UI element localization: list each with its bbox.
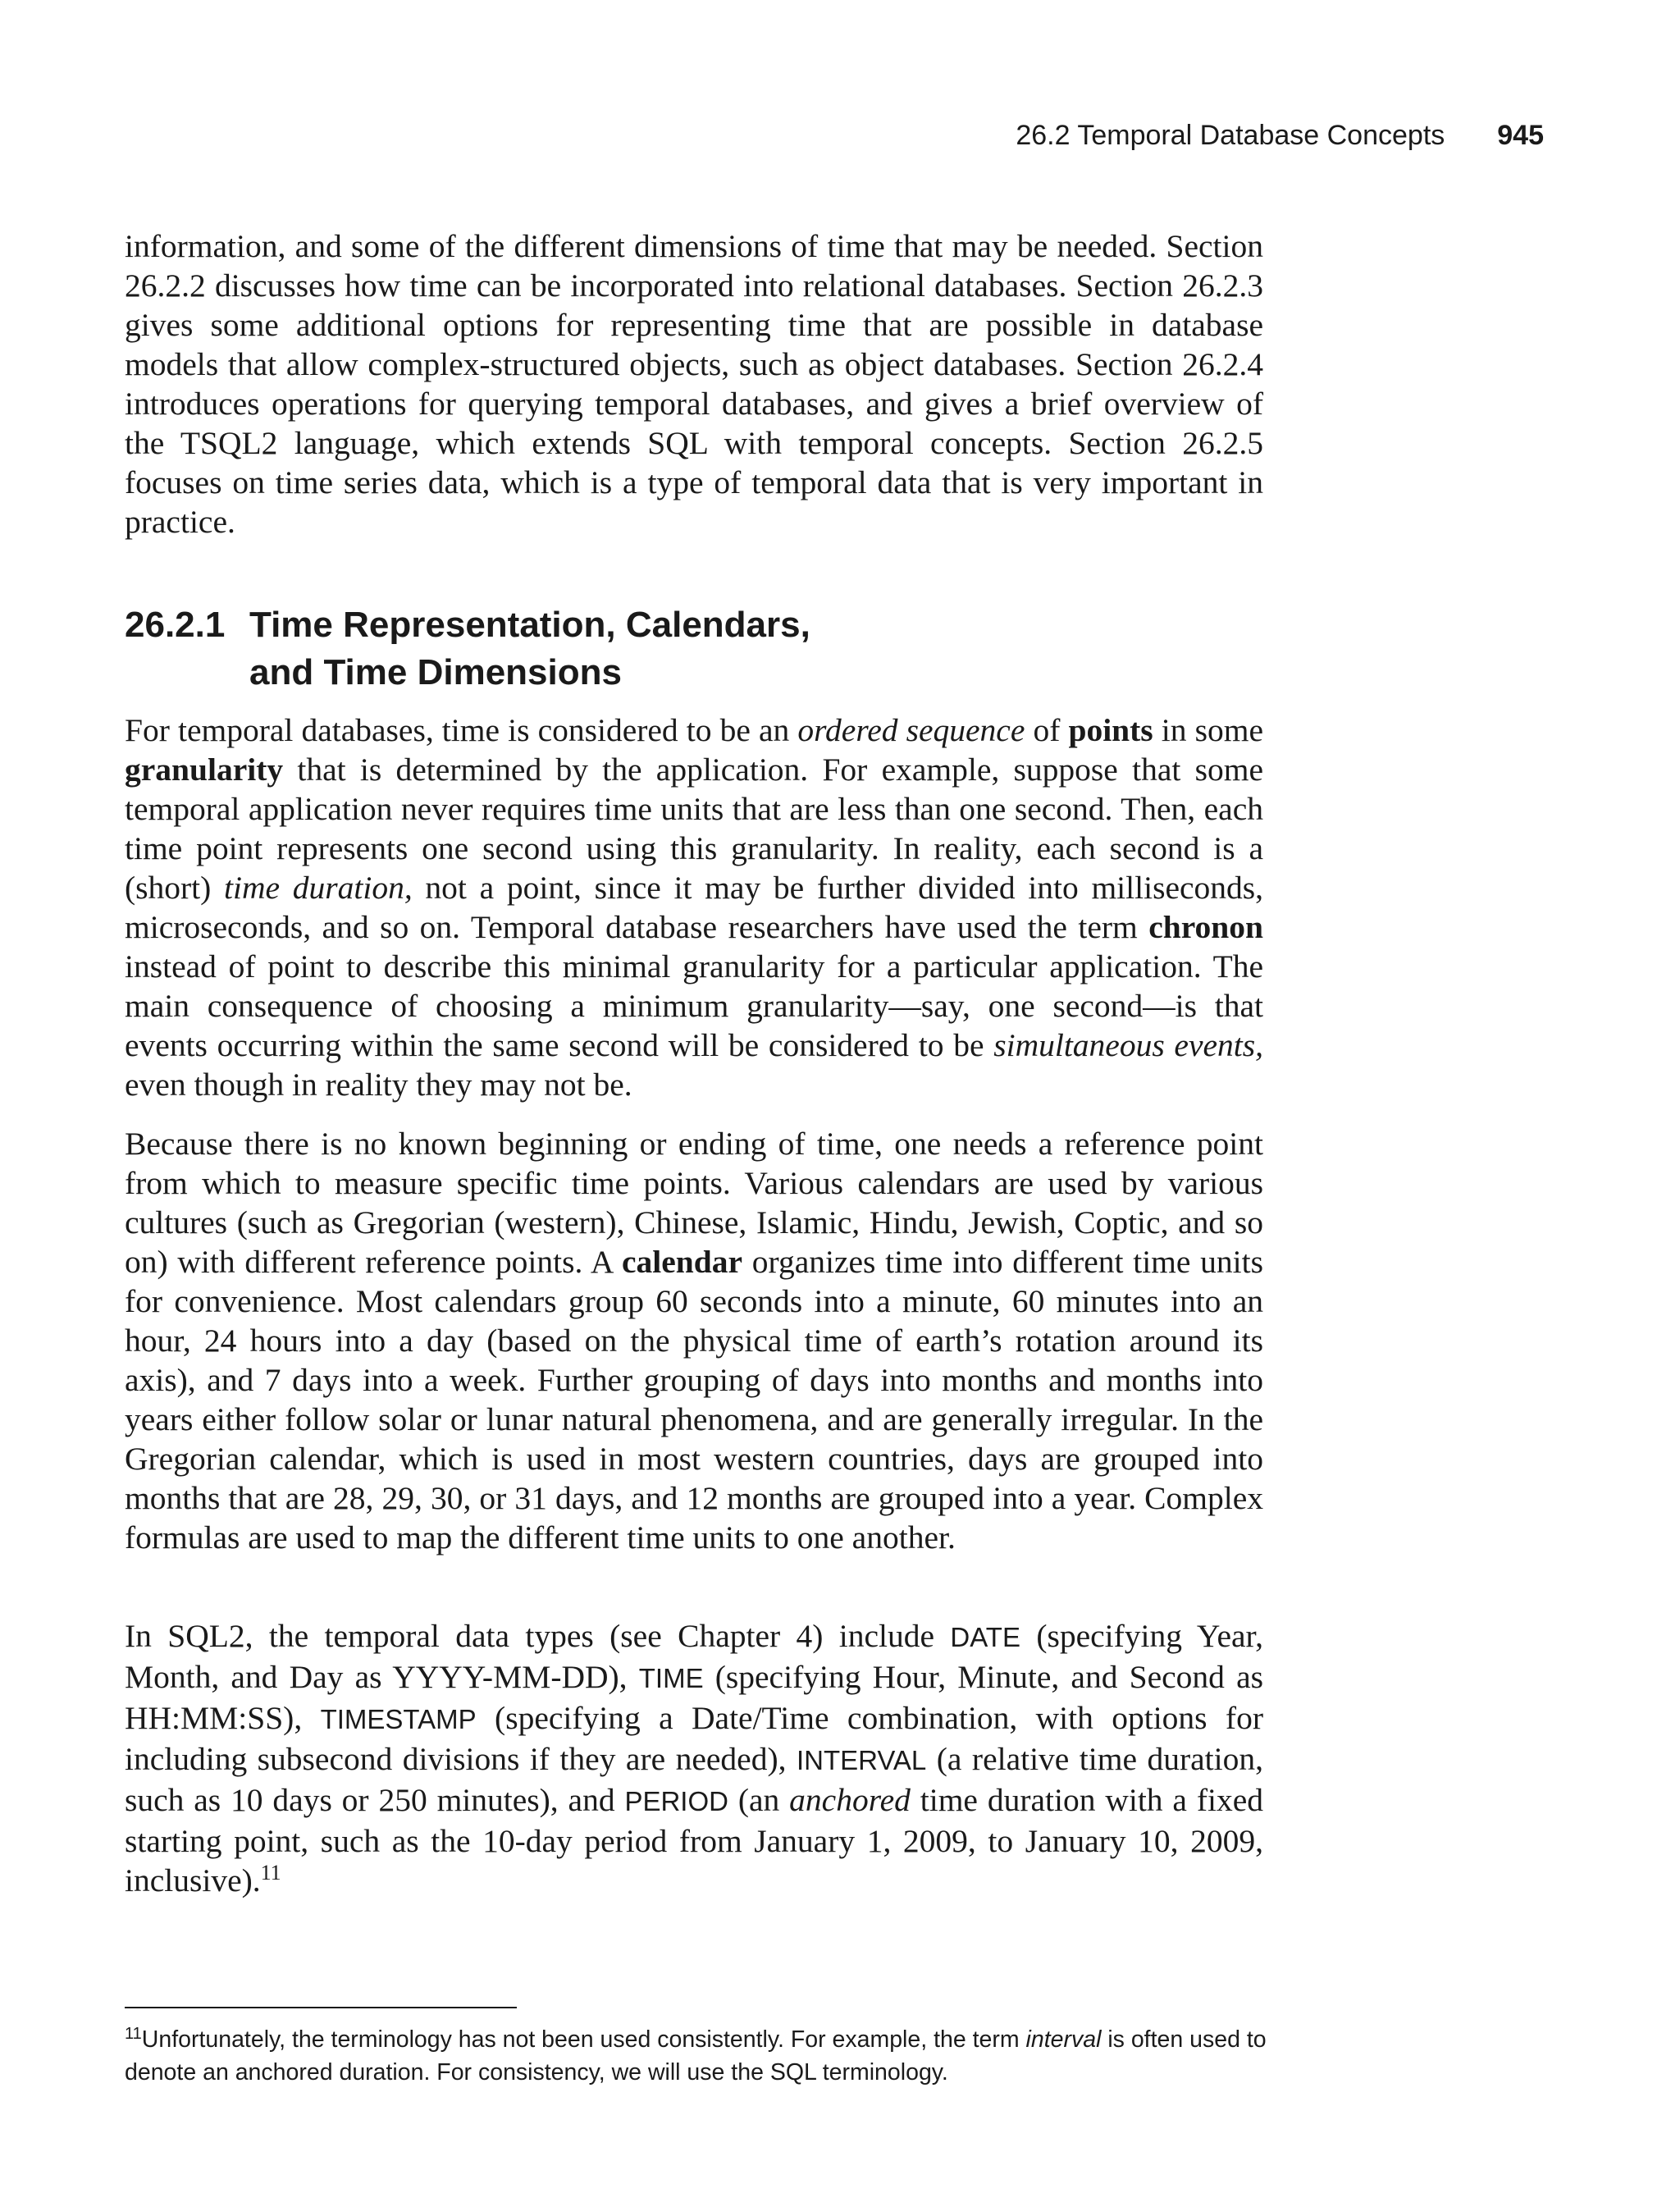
text-run: of [1025, 712, 1069, 748]
paragraph-sql2-types [125, 1616, 1263, 1900]
sql-keyword: TIME [638, 1663, 704, 1693]
footnote-divider [125, 2007, 517, 2008]
text-run: (specifying Year, Month, and Day as YYYY-MM-DD), [125, 1618, 1264, 1695]
text-run: that is determined by the application. For example, suppose that some temporal application never requires time units that are less than one second. Then, each time point represents one second using this granularity. In reality, each second is a (short) [125, 752, 1263, 906]
text-run: For temporal databases, time is considered to be an [125, 712, 798, 748]
header-section-title: 26.2 Temporal Database Concepts [1016, 120, 1445, 151]
text-run: even though in reality they may not be. [125, 1067, 632, 1103]
text-run: Because there is no known beginning or ending of time, one needs a reference point from which to measure specific time points. Various calendars are used by various cultures (such as Gregorian (western), Chinese, Islamic, Hindu, Jewish, Coptic, and so on) with different reference points. A [125, 1126, 1263, 1280]
paragraph-time-points [125, 710, 1263, 1104]
bold-term: points [1068, 712, 1153, 748]
section-title-line1: Time Representation, Calendars, [249, 605, 810, 645]
footnote [125, 2023, 1273, 2089]
italic-term: simultaneous events, [993, 1027, 1263, 1063]
section-number: 26.2.1 [125, 605, 226, 645]
running-header [1016, 120, 1544, 152]
text-run: in some [1153, 712, 1263, 748]
section-heading [125, 601, 810, 697]
text-run: instead of point to describe this minimal granularity for a particular application. The main consequence of choosing a minimum granularity—say, one second—is that events occurring within the same second will be considered to be [125, 948, 1263, 1063]
page-number: 945 [1497, 120, 1544, 151]
text-run: Unfortunately, the terminology has not been used consistently. For example, the term [141, 2026, 1026, 2053]
bold-term: granularity [125, 752, 284, 788]
italic-term: anchored [789, 1782, 911, 1818]
text-run: not a point, since it may be further divided into milliseconds, microseconds, and so on. Temporal database researchers have used the term [125, 870, 1263, 945]
text-run: (specifying a Date/Time combination, with options for including subsecond divisions if they are needed), [125, 1700, 1263, 1777]
intro-paragraph: information, and some of the different dimensions of time that may be needed. Section 26.2.2 discusses how time can be incorporated into relational databases. Section 26.2.3 gives some additional options for representing time that are possible in database models that allow complex-structured objects, such as object databases. Section 26.2.4 introduces operations for querying temporal databases, and gives a brief overview of the TSQL2 language, which extends SQL with temporal concepts. Section 26.2.5 focuses on time series data, which is a type of temporal data that is very important in practice. [125, 228, 1263, 540]
footnote-reference[interactable]: 11 [260, 1861, 281, 1884]
text-run: organizes time into different time units for convenience. Most calendars group 60 seconds into a minute, 60 minutes into an hour, 24 hours into a day (based on the physical time of earth’s rotation around its axis), and 7 days into a week. Further grouping of days into months and months into years either follow solar or lunar natural phenomena, and are generally irregular. In the Gregorian calendar, which is used in most western countries, days are grouped into months that are 28, 29, 30, or 31 days, and 12 months are grouped into a year. Complex formulas are used to map the different time units to one another. [125, 1244, 1263, 1556]
footnote-marker: 11 [125, 2025, 142, 2043]
bold-term: calendar [622, 1244, 743, 1280]
section-title-line2: and Time Dimensions [249, 652, 622, 692]
text-run: (an [728, 1782, 790, 1818]
italic-term: interval [1025, 2026, 1102, 2053]
paragraph-calendars [125, 1124, 1263, 1557]
sql-keyword: DATE [950, 1622, 1020, 1652]
bold-term: chronon [1148, 909, 1263, 945]
text-run: (specifying Hour, Minute, and Second as HH:MM:SS), [125, 1659, 1263, 1736]
sql-keyword: TIMESTAMP [320, 1704, 477, 1734]
text-run: time duration with a fixed starting point, such as the 10-day period from January 1, 2009, to January 10, 2009, inclusive). [125, 1782, 1263, 1898]
italic-term: time duration, [224, 870, 413, 906]
text-run: is often used to denote an anchored duration. For consistency, we will use the SQL terminology. [125, 2026, 1267, 2086]
text-run: (a relative time duration, such as 10 days or 250 minutes), and [125, 1741, 1263, 1818]
italic-term: ordered sequence [797, 712, 1025, 748]
sql-keyword: INTERVAL [796, 1745, 927, 1775]
sql-keyword: PERIOD [624, 1786, 728, 1816]
text-run: In SQL2, the temporal data types (see Chapter 4) include [125, 1618, 951, 1654]
